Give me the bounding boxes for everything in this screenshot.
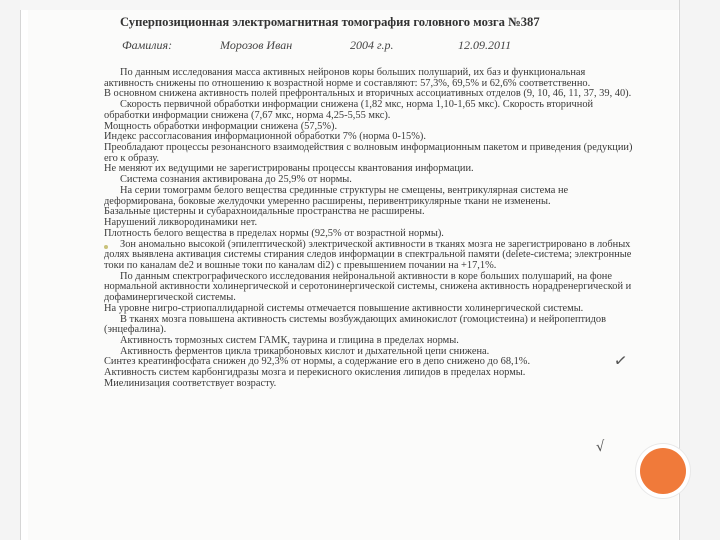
check-mark-icon: ✓	[612, 350, 629, 371]
document-paragraph: Миелинизация соответствует возрасту.	[104, 377, 277, 389]
document-paragraph: Система сознания активирована до 25,9% от нормы.	[120, 174, 352, 186]
document-paragraph: В тканях мозга повышена активность системы возбуждающих аминокислот (гомоцистеина) и нейропептидов (энцефалина).	[104, 313, 606, 336]
document-paragraph: Скорость первичной обработки информации снижена (1,82 мкс, норма 1,10-1,65 мкс). Скорость вторичной обработки информации снижена (7,67 мкс, норма 4,25-5,55 мкс).	[104, 99, 594, 121]
document-title: Суперпозиционная электромагнитная томография головного мозга №387	[120, 15, 540, 29]
document-body	[104, 68, 634, 390]
accent-circle	[640, 448, 686, 494]
document-paragraph: Плотность белого вещества в пределах нормы (92,5% от возрастной нормы).	[104, 227, 444, 239]
document-paragraph: Мощность обработки информации снижена (57,5%).	[104, 120, 338, 132]
exam-date: 12.09.2011	[458, 38, 512, 52]
document-paragraph: Индекс рассогласования информационной обработки 7% (норма 0-15%).	[104, 131, 426, 143]
slide-right-frame	[679, 0, 720, 540]
patient-name: Морозов Иван	[220, 38, 293, 52]
check-mark-icon: √	[595, 438, 606, 456]
document-paragraph: Не меняют их ведущими не зарегистрированы процессы квантования информации.	[104, 163, 474, 175]
surname-label: Фамилия:	[122, 38, 173, 52]
slide-left-frame	[0, 0, 21, 540]
document-paragraph: На уровне нигро-стриопаллидарной системы отмечается повышение активности холинергической системы.	[104, 302, 584, 314]
slide-top-frame	[20, 0, 680, 10]
document-paragraph: По данным спектрографического исследования нейрональной активности в коре больших полушарий, на фоне нормальной активности холинергической и серотонинергической системы, снижена активность норадренергической и дофаминергической системы.	[104, 270, 632, 304]
document-paragraph: Активность систем карбонгидразы мозга и перекисного окисления липидов в пределах нормы.	[104, 367, 526, 379]
document-paragraph: Базальные цистерны и субарахноидальные пространства не расширены.	[104, 206, 425, 218]
patient-info-row	[122, 38, 602, 54]
highlight-dot-mark	[104, 245, 108, 249]
document-paragraph: В основном снижена активность полей префронтальных и вторичных ассоциативных отделов (9, 10, 46, 11, 37, 39, 40).	[104, 88, 632, 100]
document-paragraph: По данным исследования масса активных нейронов коры больших полушарий, их баз и функциональная активность снижены по отношению к возрастной норме и составляют: 57,3%, 69,5% и 62,6% соответственно.	[104, 67, 591, 89]
birth-year: 2004 г.р.	[350, 38, 394, 52]
scanned-document	[28, 10, 678, 540]
document-paragraph: На серии томограмм белого вещества срединные структуры не смещены, вентрикулярная система не деформирована, боковые желудочки умеренно расширены, перивентрикулярные ткани не изменены.	[104, 184, 569, 207]
document-paragraph: Активность тормозных систем ГАМК, таурина и глицина в пределах нормы.	[120, 334, 459, 346]
document-paragraph: Синтез креатинфосфата снижен до 92,3% от нормы, а содержание его в депо снижено до 68,1%.	[104, 356, 531, 368]
document-paragraph: Нарушений ликвородинамики нет.	[104, 217, 258, 229]
document-paragraph: Преобладают процессы резонансного взаимодействия с волновым информационным пакетом и приведения (редукции) его к образу.	[104, 142, 633, 164]
document-paragraph: Зон аномально высокой (эпилептической) электрической активности в тканях мозга не зарегистрировано в лобных долях выявлена активация системы стирания следов информации в спектральной памяти (delete-система; электронные токи по каналам de2 и вошные токи по каналам di2) с превышением почании на +17,1%.	[104, 238, 632, 271]
document-paragraph: Активность ферментов цикла трикарбоновых кислот и дыхательной цепи снижена.	[120, 345, 490, 357]
